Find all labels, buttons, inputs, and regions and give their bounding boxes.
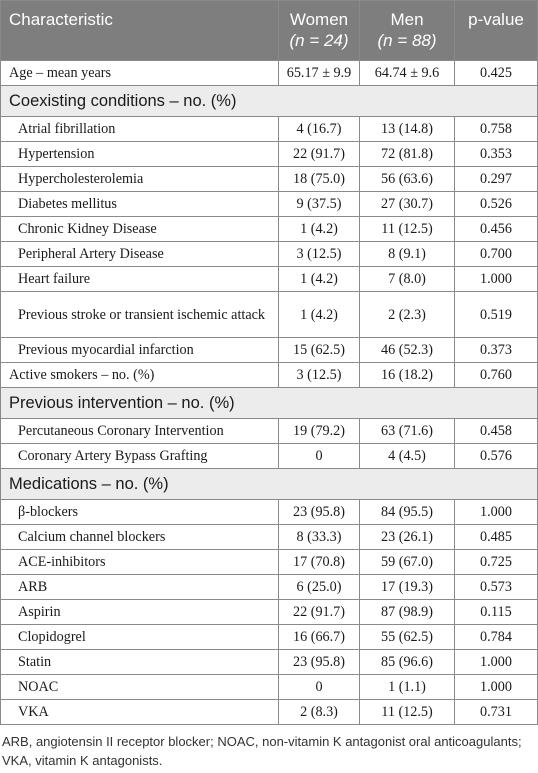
section-row-intervention [1, 388, 538, 419]
section-row-coexisting [1, 86, 538, 117]
row-label: Statin [1, 650, 279, 675]
men-value: 85 (96.6) [360, 650, 455, 675]
header-row [1, 1, 538, 61]
row-label: Peripheral Artery Disease [1, 242, 279, 267]
table-row [1, 625, 538, 650]
men-value: 1 (1.1) [360, 675, 455, 700]
p-value: 1.000 [455, 675, 538, 700]
p-value: 0.485 [455, 525, 538, 550]
row-label: Coronary Artery Bypass Grafting [1, 444, 279, 469]
header-men-label: Men [390, 10, 424, 29]
women-value: 15 (62.5) [279, 338, 360, 363]
men-value: 55 (62.5) [360, 625, 455, 650]
table-footnote: ARB, angiotensin II receptor blocker; NOAC, non-vitamin K antagonist oral anticoagulants; VKA, vitamin K antagonists. [2, 734, 522, 768]
women-value: 18 (75.0) [279, 167, 360, 192]
women-value: 3 (12.5) [279, 242, 360, 267]
row-label: Active smokers – no. (%) [1, 363, 279, 388]
men-value: 63 (71.6) [360, 419, 455, 444]
table-row-smokers [1, 363, 538, 388]
row-label: Diabetes mellitus [1, 192, 279, 217]
table-row [1, 117, 538, 142]
header-men [360, 1, 455, 61]
table-row-age [1, 61, 538, 86]
section-title: Previous intervention – no. (%) [1, 388, 538, 419]
women-value: 8 (33.3) [279, 525, 360, 550]
p-value: 0.519 [455, 292, 538, 338]
p-value: 0.573 [455, 575, 538, 600]
p-value: 0.700 [455, 242, 538, 267]
row-label: ACE-inhibitors [1, 550, 279, 575]
table-row [1, 650, 538, 675]
row-label: Heart failure [1, 267, 279, 292]
table-row [1, 575, 538, 600]
women-value: 1 (4.2) [279, 267, 360, 292]
row-label: Clopidogrel [1, 625, 279, 650]
row-label: VKA [1, 700, 279, 725]
men-value: 56 (63.6) [360, 167, 455, 192]
p-value: 0.425 [455, 61, 538, 86]
table-row [1, 500, 538, 525]
men-value: 4 (4.5) [360, 444, 455, 469]
table-row [1, 192, 538, 217]
women-value: 22 (91.7) [279, 600, 360, 625]
men-value: 84 (95.5) [360, 500, 455, 525]
women-value: 6 (25.0) [279, 575, 360, 600]
row-label: Calcium channel blockers [1, 525, 279, 550]
men-value: 11 (12.5) [360, 217, 455, 242]
men-value: 16 (18.2) [360, 363, 455, 388]
table-row [1, 267, 538, 292]
p-value: 0.526 [455, 192, 538, 217]
header-characteristic: Characteristic [1, 1, 279, 61]
women-value: 23 (95.8) [279, 650, 360, 675]
table-row [1, 217, 538, 242]
p-value: 0.760 [455, 363, 538, 388]
row-label: Hypercholesterolemia [1, 167, 279, 192]
women-value: 9 (37.5) [279, 192, 360, 217]
p-value: 0.353 [455, 142, 538, 167]
p-value: 0.456 [455, 217, 538, 242]
row-label: Hypertension [1, 142, 279, 167]
p-value: 1.000 [455, 650, 538, 675]
p-value: 0.725 [455, 550, 538, 575]
men-value: 59 (67.0) [360, 550, 455, 575]
women-value: 23 (95.8) [279, 500, 360, 525]
women-value: 3 (12.5) [279, 363, 360, 388]
table-row [1, 444, 538, 469]
table-row [1, 700, 538, 725]
row-label: Aspirin [1, 600, 279, 625]
p-value: 0.731 [455, 700, 538, 725]
p-value: 0.758 [455, 117, 538, 142]
header-women [279, 1, 360, 61]
table-row [1, 600, 538, 625]
men-value: 87 (98.9) [360, 600, 455, 625]
p-value: 1.000 [455, 500, 538, 525]
section-row-medications [1, 469, 538, 500]
row-label: Chronic Kidney Disease [1, 217, 279, 242]
table-row [1, 525, 538, 550]
row-label: Previous stroke or transient ischemic attack [1, 292, 279, 338]
row-label: Previous myocardial infarction [1, 338, 279, 363]
table-row [1, 242, 538, 267]
row-label: NOAC [1, 675, 279, 700]
row-label: Atrial fibrillation [1, 117, 279, 142]
table-row [1, 550, 538, 575]
men-value: 8 (9.1) [360, 242, 455, 267]
p-value: 0.576 [455, 444, 538, 469]
men-value: 7 (8.0) [360, 267, 455, 292]
women-value: 2 (8.3) [279, 700, 360, 725]
men-value: 27 (30.7) [360, 192, 455, 217]
women-value: 22 (91.7) [279, 142, 360, 167]
p-value: 0.373 [455, 338, 538, 363]
p-value: 0.784 [455, 625, 538, 650]
women-value: 19 (79.2) [279, 419, 360, 444]
header-pvalue: p-value [455, 1, 538, 61]
row-label: ARB [1, 575, 279, 600]
women-value: 0 [279, 444, 360, 469]
table-row [1, 142, 538, 167]
row-label: β-blockers [1, 500, 279, 525]
women-value: 17 (70.8) [279, 550, 360, 575]
women-value: 65.17 ± 9.9 [279, 61, 360, 86]
section-title: Coexisting conditions – no. (%) [1, 86, 538, 117]
row-label: Age – mean years [1, 61, 279, 86]
men-value: 72 (81.8) [360, 142, 455, 167]
women-value: 1 (4.2) [279, 217, 360, 242]
men-value: 46 (52.3) [360, 338, 455, 363]
p-value: 0.458 [455, 419, 538, 444]
men-value: 23 (26.1) [360, 525, 455, 550]
men-value: 11 (12.5) [360, 700, 455, 725]
table-row [1, 675, 538, 700]
row-label: Percutaneous Coronary Intervention [1, 419, 279, 444]
women-value: 1 (4.2) [279, 292, 360, 338]
women-value: 0 [279, 675, 360, 700]
table-row [1, 419, 538, 444]
table-row [1, 338, 538, 363]
men-value: 13 (14.8) [360, 117, 455, 142]
table-row [1, 292, 538, 338]
header-women-n: (n = 24) [289, 31, 349, 50]
p-value: 0.297 [455, 167, 538, 192]
p-value: 1.000 [455, 267, 538, 292]
men-value: 2 (2.3) [360, 292, 455, 338]
table-row [1, 167, 538, 192]
women-value: 16 (66.7) [279, 625, 360, 650]
women-value: 4 (16.7) [279, 117, 360, 142]
header-women-label: Women [289, 10, 349, 29]
men-value: 17 (19.3) [360, 575, 455, 600]
section-title: Medications – no. (%) [1, 469, 538, 500]
p-value: 0.115 [455, 600, 538, 625]
header-men-n: (n = 88) [377, 31, 437, 50]
men-value: 64.74 ± 9.6 [360, 61, 455, 86]
